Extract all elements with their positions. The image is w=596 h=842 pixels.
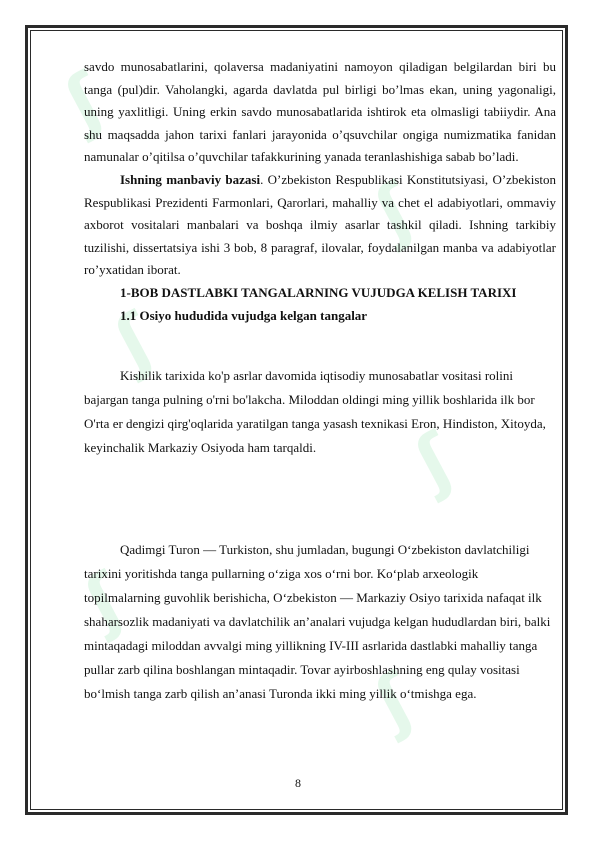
paragraph: Qadimgi Turon — Turkiston, shu jumladan, bugungi O‘zbekiston davlatchiligi tarixini yoritishda tanga pullarning o‘ziga xos o‘rni bor. Ko‘plab arxeologik topilmalarning guvohlik berishicha, O‘zbekiston — Markaziy Osiyo tarixida nafaqat ilk shaharsozlik madaniyati va davlatchilik an’analari vujudga kelgan hududlardan biri, balki mintaqadagi miloddan avvalgi ming yillikning IV-III asrlarida dastlabki mahalliy tanga pullar zarb qilina boshlangan mintaqadir. Tovar ayirboshlashning eng qulay vositasi bo‘lmish tanga zarb qilish an’anasi Turonda ikki ming yillik o‘tmishga ega. (84, 542, 551, 701)
paragraph: Kishilik tarixida ko'p asrlar davomida iqtisodiy munosabatlar vositasi rolini bajargan tanga pulning o'rni bo'lakcha. Miloddan oldingi ming yillik boshlarida ilk bor O'rta er dengizi qirg'oqlarida yaratilgan tanga yasash texnikasi Eron, Hindiston, Xitoyda, keyinchalik Markaziy Osiyoda ham tarqaldi. (84, 368, 546, 455)
watermark-logo: ʃ (362, 167, 427, 255)
page-number: 8 (295, 776, 301, 790)
text-block (84, 364, 556, 460)
section-heading: 1.1 Osiyo hududida vujudga kelgan tangalar (120, 307, 368, 323)
paragraph-lead: Ishning manbaviy bazasi (120, 171, 261, 187)
watermark-logo: ʃ (52, 57, 117, 145)
watermark-logo: ʃ (362, 657, 427, 745)
chapter-heading: 1-BOB DASTLABKI TANGALARNING VUJUDGA KELISH TARIXI (120, 284, 517, 300)
main-text (84, 56, 556, 327)
text-block (84, 538, 556, 706)
paragraph (84, 169, 556, 282)
watermark-logo: ʃ (102, 297, 167, 385)
watermark-logo: ʃ (72, 557, 137, 645)
paragraph: savdo munosabatlarini, qolaversa madaniyatini namoyon qiladigan belgilardan biri bu tanga (pul)dir. Vaholangki, agarda davlatda pul birligi bo’lmas ekan, uning yagonaligi, uning yaxlitligi. Uning erkin savdo munosabatlarida ishtirok eta olmasligi tabiiydir. Ana shu maqsadda jahon tarixi fanlari jarayonida o’qsuvchilar ongiga numizmatika fanidan namunalar o’qitilsa o’quvchilar tafakkurining yanada teranlashishiga sabab bo’ladi. (84, 59, 556, 165)
watermark-logo: ʃ (402, 417, 467, 505)
paragraph-body: . O’zbekiston Respublikasi Konstitutsiyasi, O’zbekiston Respublikasi Prezidenti Farmonlari, Qarorlari, mahalliy va chet el adabiyotlari, ommaviy axborot vositalari manbalari va boshqa ilmiy asarlar tashkil qiladi. Ishning tarkibiy tuzilishi, dissertatsiya ishi 3 bob, 8 paragraf, ilovalar, foydalanilgan manba va adabiyotlar ro’yxatidan iborat. (84, 171, 556, 278)
